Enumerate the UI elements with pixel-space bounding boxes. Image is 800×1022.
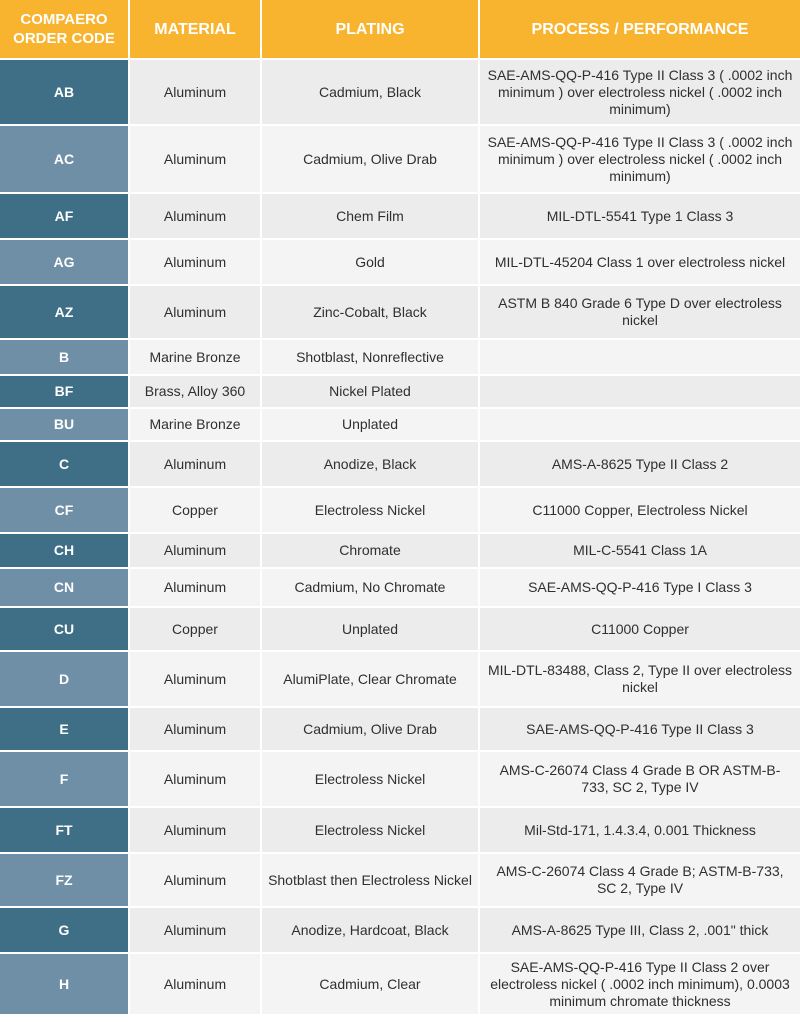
table-row <box>0 194 800 240</box>
cell-plating: Shotblast then Electroless Nickel <box>262 854 480 908</box>
cell-material: Aluminum <box>130 60 262 126</box>
cell-process: SAE-AMS-QQ-P-416 Type II Class 3 <box>480 708 800 752</box>
table-row <box>0 954 800 1016</box>
cell-material: Aluminum <box>130 126 262 194</box>
cell-material: Aluminum <box>130 908 262 954</box>
table-row <box>0 286 800 340</box>
table-row <box>0 908 800 954</box>
cell-process: SAE-AMS-QQ-P-416 Type II Class 3 ( .0002 inch minimum ) over electroless nickel ( .0002 inch minimum) <box>480 60 800 126</box>
table-header-row <box>0 0 800 60</box>
cell-plating: AlumiPlate, Clear Chromate <box>262 652 480 708</box>
table-row <box>0 409 800 442</box>
cell-material: Marine Bronze <box>130 409 262 442</box>
table-row <box>0 569 800 608</box>
table-row <box>0 60 800 126</box>
cell-process: AMS-C-26074 Class 4 Grade B OR ASTM-B-733, SC 2, Type IV <box>480 752 800 808</box>
cell-material: Aluminum <box>130 808 262 854</box>
table-row <box>0 240 800 286</box>
cell-process: C11000 Copper, Electroless Nickel <box>480 488 800 534</box>
cell-plating: Cadmium, Black <box>262 60 480 126</box>
table-row <box>0 488 800 534</box>
cell-plating: Cadmium, Olive Drab <box>262 708 480 752</box>
table-row <box>0 126 800 194</box>
table-row <box>0 854 800 908</box>
header-process: PROCESS / PERFORMANCE <box>480 0 800 60</box>
cell-order-code: CU <box>0 608 130 652</box>
table-row <box>0 652 800 708</box>
cell-material: Aluminum <box>130 854 262 908</box>
table-body <box>0 60 800 1016</box>
cell-order-code: CN <box>0 569 130 608</box>
cell-material: Marine Bronze <box>130 340 262 376</box>
cell-material: Aluminum <box>130 240 262 286</box>
cell-process <box>480 409 800 442</box>
table-row <box>0 534 800 569</box>
cell-order-code: B <box>0 340 130 376</box>
cell-order-code: G <box>0 908 130 954</box>
cell-process: C11000 Copper <box>480 608 800 652</box>
cell-order-code: D <box>0 652 130 708</box>
cell-order-code: CH <box>0 534 130 569</box>
cell-process: MIL-DTL-45204 Class 1 over electroless nickel <box>480 240 800 286</box>
cell-order-code: AF <box>0 194 130 240</box>
cell-plating: Chem Film <box>262 194 480 240</box>
cell-material: Aluminum <box>130 752 262 808</box>
cell-order-code: CF <box>0 488 130 534</box>
cell-plating: Anodize, Black <box>262 442 480 488</box>
cell-material: Aluminum <box>130 534 262 569</box>
cell-plating: Unplated <box>262 608 480 652</box>
table-row <box>0 608 800 652</box>
table-row <box>0 708 800 752</box>
cell-material: Aluminum <box>130 442 262 488</box>
cell-order-code: BF <box>0 376 130 409</box>
cell-process: Mil-Std-171, 1.4.3.4, 0.001 Thickness <box>480 808 800 854</box>
cell-order-code: H <box>0 954 130 1016</box>
cell-order-code: F <box>0 752 130 808</box>
cell-process: AMS-A-8625 Type II Class 2 <box>480 442 800 488</box>
cell-plating: Gold <box>262 240 480 286</box>
table-row <box>0 808 800 854</box>
cell-plating: Anodize, Hardcoat, Black <box>262 908 480 954</box>
cell-order-code: BU <box>0 409 130 442</box>
cell-material: Aluminum <box>130 569 262 608</box>
cell-process: SAE-AMS-QQ-P-416 Type I Class 3 <box>480 569 800 608</box>
cell-process: AMS-A-8625 Type III, Class 2, .001" thick <box>480 908 800 954</box>
cell-material: Aluminum <box>130 652 262 708</box>
cell-plating: Electroless Nickel <box>262 488 480 534</box>
header-material: MATERIAL <box>130 0 262 60</box>
cell-plating: Electroless Nickel <box>262 752 480 808</box>
cell-material: Copper <box>130 488 262 534</box>
cell-plating: Nickel Plated <box>262 376 480 409</box>
cell-order-code: AB <box>0 60 130 126</box>
cell-process: ASTM B 840 Grade 6 Type D over electroless nickel <box>480 286 800 340</box>
cell-order-code: AC <box>0 126 130 194</box>
table-row <box>0 442 800 488</box>
cell-process: MIL-DTL-83488, Class 2, Type II over electroless nickel <box>480 652 800 708</box>
cell-material: Brass, Alloy 360 <box>130 376 262 409</box>
cell-material: Copper <box>130 608 262 652</box>
cell-plating: Zinc-Cobalt, Black <box>262 286 480 340</box>
cell-plating: Electroless Nickel <box>262 808 480 854</box>
cell-process: SAE-AMS-QQ-P-416 Type II Class 2 over electroless nickel ( .0002 inch minimum), 0.0003 minimum chromate thickness <box>480 954 800 1016</box>
cell-process <box>480 340 800 376</box>
cell-process: AMS-C-26074 Class 4 Grade B; ASTM-B-733, SC 2, Type IV <box>480 854 800 908</box>
cell-process: MIL-C-5541 Class 1A <box>480 534 800 569</box>
header-plating: PLATING <box>262 0 480 60</box>
cell-order-code: AZ <box>0 286 130 340</box>
cell-process <box>480 376 800 409</box>
cell-plating: Cadmium, Olive Drab <box>262 126 480 194</box>
cell-material: Aluminum <box>130 954 262 1016</box>
cell-plating: Cadmium, Clear <box>262 954 480 1016</box>
cell-plating: Chromate <box>262 534 480 569</box>
table-row <box>0 340 800 376</box>
cell-material: Aluminum <box>130 194 262 240</box>
table-row <box>0 752 800 808</box>
cell-order-code: C <box>0 442 130 488</box>
cell-order-code: E <box>0 708 130 752</box>
cell-plating: Unplated <box>262 409 480 442</box>
header-order-code: COMPAERO ORDER CODE <box>0 0 130 60</box>
cell-order-code: AG <box>0 240 130 286</box>
cell-material: Aluminum <box>130 708 262 752</box>
cell-order-code: FZ <box>0 854 130 908</box>
cell-process: MIL-DTL-5541 Type 1 Class 3 <box>480 194 800 240</box>
table-row <box>0 376 800 409</box>
cell-process: SAE-AMS-QQ-P-416 Type II Class 3 ( .0002 inch minimum ) over electroless nickel ( .0002 inch minimum) <box>480 126 800 194</box>
cell-order-code: FT <box>0 808 130 854</box>
cell-plating: Shotblast, Nonreflective <box>262 340 480 376</box>
cell-plating: Cadmium, No Chromate <box>262 569 480 608</box>
cell-material: Aluminum <box>130 286 262 340</box>
